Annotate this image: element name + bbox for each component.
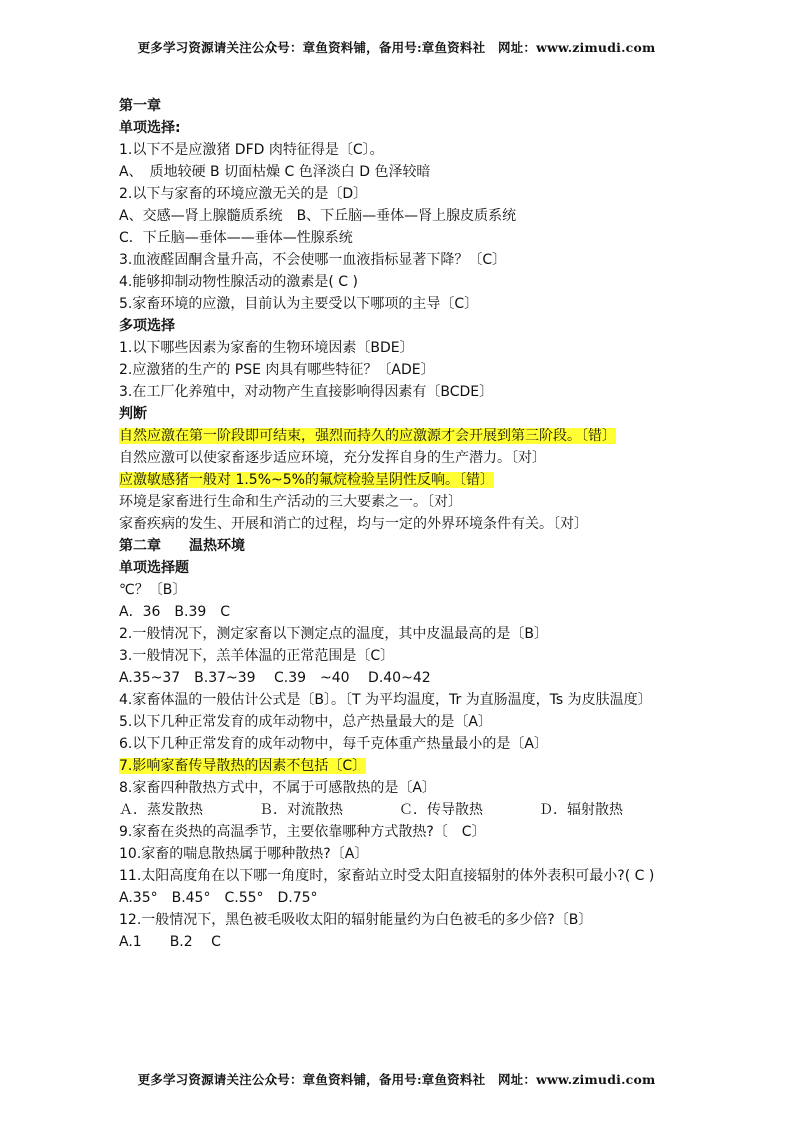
question-line: 4.能够抑制动物性腺活动的激素是( C ) bbox=[119, 274, 358, 290]
options-line: A.1 B.2 C bbox=[119, 934, 221, 950]
question-line: 1.以下哪些因素为家畜的生物环境因素〔BDE〕 bbox=[119, 340, 414, 356]
page-header-banner: 更多学习资源请关注公众号：章鱼资料铺，备用号:章鱼资料社 网址：www.zimudi.com bbox=[137, 40, 656, 55]
question-line: 5.以下几种正常发育的成年动物中，总产热量最大的是〔A〕 bbox=[119, 714, 492, 730]
question-line: 9.家畜在炎热的高温季节，主要依靠哪种方式散热?〔 C〕 bbox=[119, 824, 486, 840]
section-heading-true-false: 判断 bbox=[119, 406, 147, 422]
section-heading-single-choice: 单项选择: bbox=[119, 120, 181, 136]
question-line: 3.一般情况下，羔羊体温的正常范围是〔C〕 bbox=[119, 648, 395, 664]
options-line: A.35° B.45° C.55° D.75° bbox=[119, 890, 318, 906]
options-line: A、交感—肾上腺髓质系统 B、下丘脑—垂体—肾上腺皮质系统 bbox=[119, 208, 517, 224]
statement-line: 自然应激可以使家畜逐步适应环境，充分发挥自身的生产潜力。〔对〕 bbox=[119, 450, 546, 466]
question-line: 2.一般情况下，测定家畜以下测定点的温度，其中皮温最高的是〔B〕 bbox=[119, 626, 548, 642]
statement-line-highlighted bbox=[119, 425, 679, 447]
options-line: Ａ．蒸发散热 Ｂ．对流散热 Ｃ．传导散热 Ｄ．辐射散热 bbox=[119, 802, 623, 818]
question-line: ℃？〔B〕 bbox=[119, 582, 187, 598]
statement-line: 家畜疾病的发生、开展和消亡的过程，均与一定的外界环境条件有关。〔对〕 bbox=[119, 516, 588, 532]
options-line: A.35~37 B.37~39 C.39 ~40 D.40~42 bbox=[119, 670, 431, 686]
options-line: C．下丘脑—垂体——垂体—性腺系统 bbox=[119, 230, 353, 246]
page-footer-banner: 更多学习资源请关注公众号：章鱼资料铺，备用号:章鱼资料社 网址：www.zimudi.com bbox=[137, 1072, 656, 1087]
question-line: 2.应激猪的生产的 PSE 肉具有哪些特征？〔ADE〕 bbox=[119, 362, 435, 378]
question-line: 11.太阳高度角在以下哪一角度时，家畜站立时受太阳直接辐射的体外表积可最小?( C ) bbox=[119, 868, 655, 884]
options-line: A．36 B.39 C bbox=[119, 604, 231, 620]
document-body bbox=[119, 95, 679, 953]
section-heading-multiple-choice: 多项选择 bbox=[119, 318, 175, 334]
question-line: 3.血液醛固酮含量升高，不会使哪一血液指标显著下降？〔C〕 bbox=[119, 252, 507, 268]
statement-line-highlighted bbox=[119, 469, 679, 491]
question-line: 3.在工厂化养殖中，对动物产生直接影响得因素有〔BCDE〕 bbox=[119, 384, 494, 400]
section-heading-single-choice: 单项选择题 bbox=[119, 560, 189, 576]
chapter-1-heading: 第一章 bbox=[119, 98, 161, 114]
question-line: 1.以下不是应激猪 DFD 肉特征得是〔C〕。 bbox=[119, 142, 384, 158]
question-line: 4.家畜体温的一般估计公式是〔B〕。〔T 为平均温度，Tr 为直肠温度，Ts 为皮肤温度〕 bbox=[119, 692, 652, 708]
chapter-2-heading: 第二章 温热环境 bbox=[119, 538, 245, 554]
question-line: 5.家畜环境的应激，目前认为主要受以下哪项的主导〔C〕 bbox=[119, 296, 479, 312]
options-line: A、 质地较硬 B 切面枯燥 C 色泽淡白 D 色泽较暗 bbox=[119, 164, 431, 180]
statement-line: 环境是家畜进行生命和生产活动的三大要素之一。〔对〕 bbox=[119, 494, 462, 510]
question-line-highlighted bbox=[119, 755, 679, 777]
question-line: 8.家畜四种散热方式中，不属于可感散热的是〔A〕 bbox=[119, 780, 436, 796]
highlighted-text: 应激敏感猪一般对 1.5%~5%的氟烷检验呈阴性反响。〔错〕 bbox=[119, 472, 494, 488]
highlighted-text: 自然应激在第一阶段即可结束，强烈而持久的应激源才会开展到第三阶段。〔错〕 bbox=[119, 428, 616, 444]
highlighted-text: 7.影响家畜传导散热的因素不包括〔C〕 bbox=[119, 758, 367, 774]
question-line: 12.一般情况下，黑色被毛吸收太阳的辐射能量约为白色被毛的多少倍?〔B〕 bbox=[119, 912, 593, 928]
question-line: 10.家畜的喘息散热属于哪种散热?〔A〕 bbox=[119, 846, 369, 862]
question-line: 6.以下几种正常发育的成年动物中，每千克体重产热量最小的是〔A〕 bbox=[119, 736, 548, 752]
question-line: 2.以下与家畜的环境应激无关的是〔D〕 bbox=[119, 186, 368, 202]
